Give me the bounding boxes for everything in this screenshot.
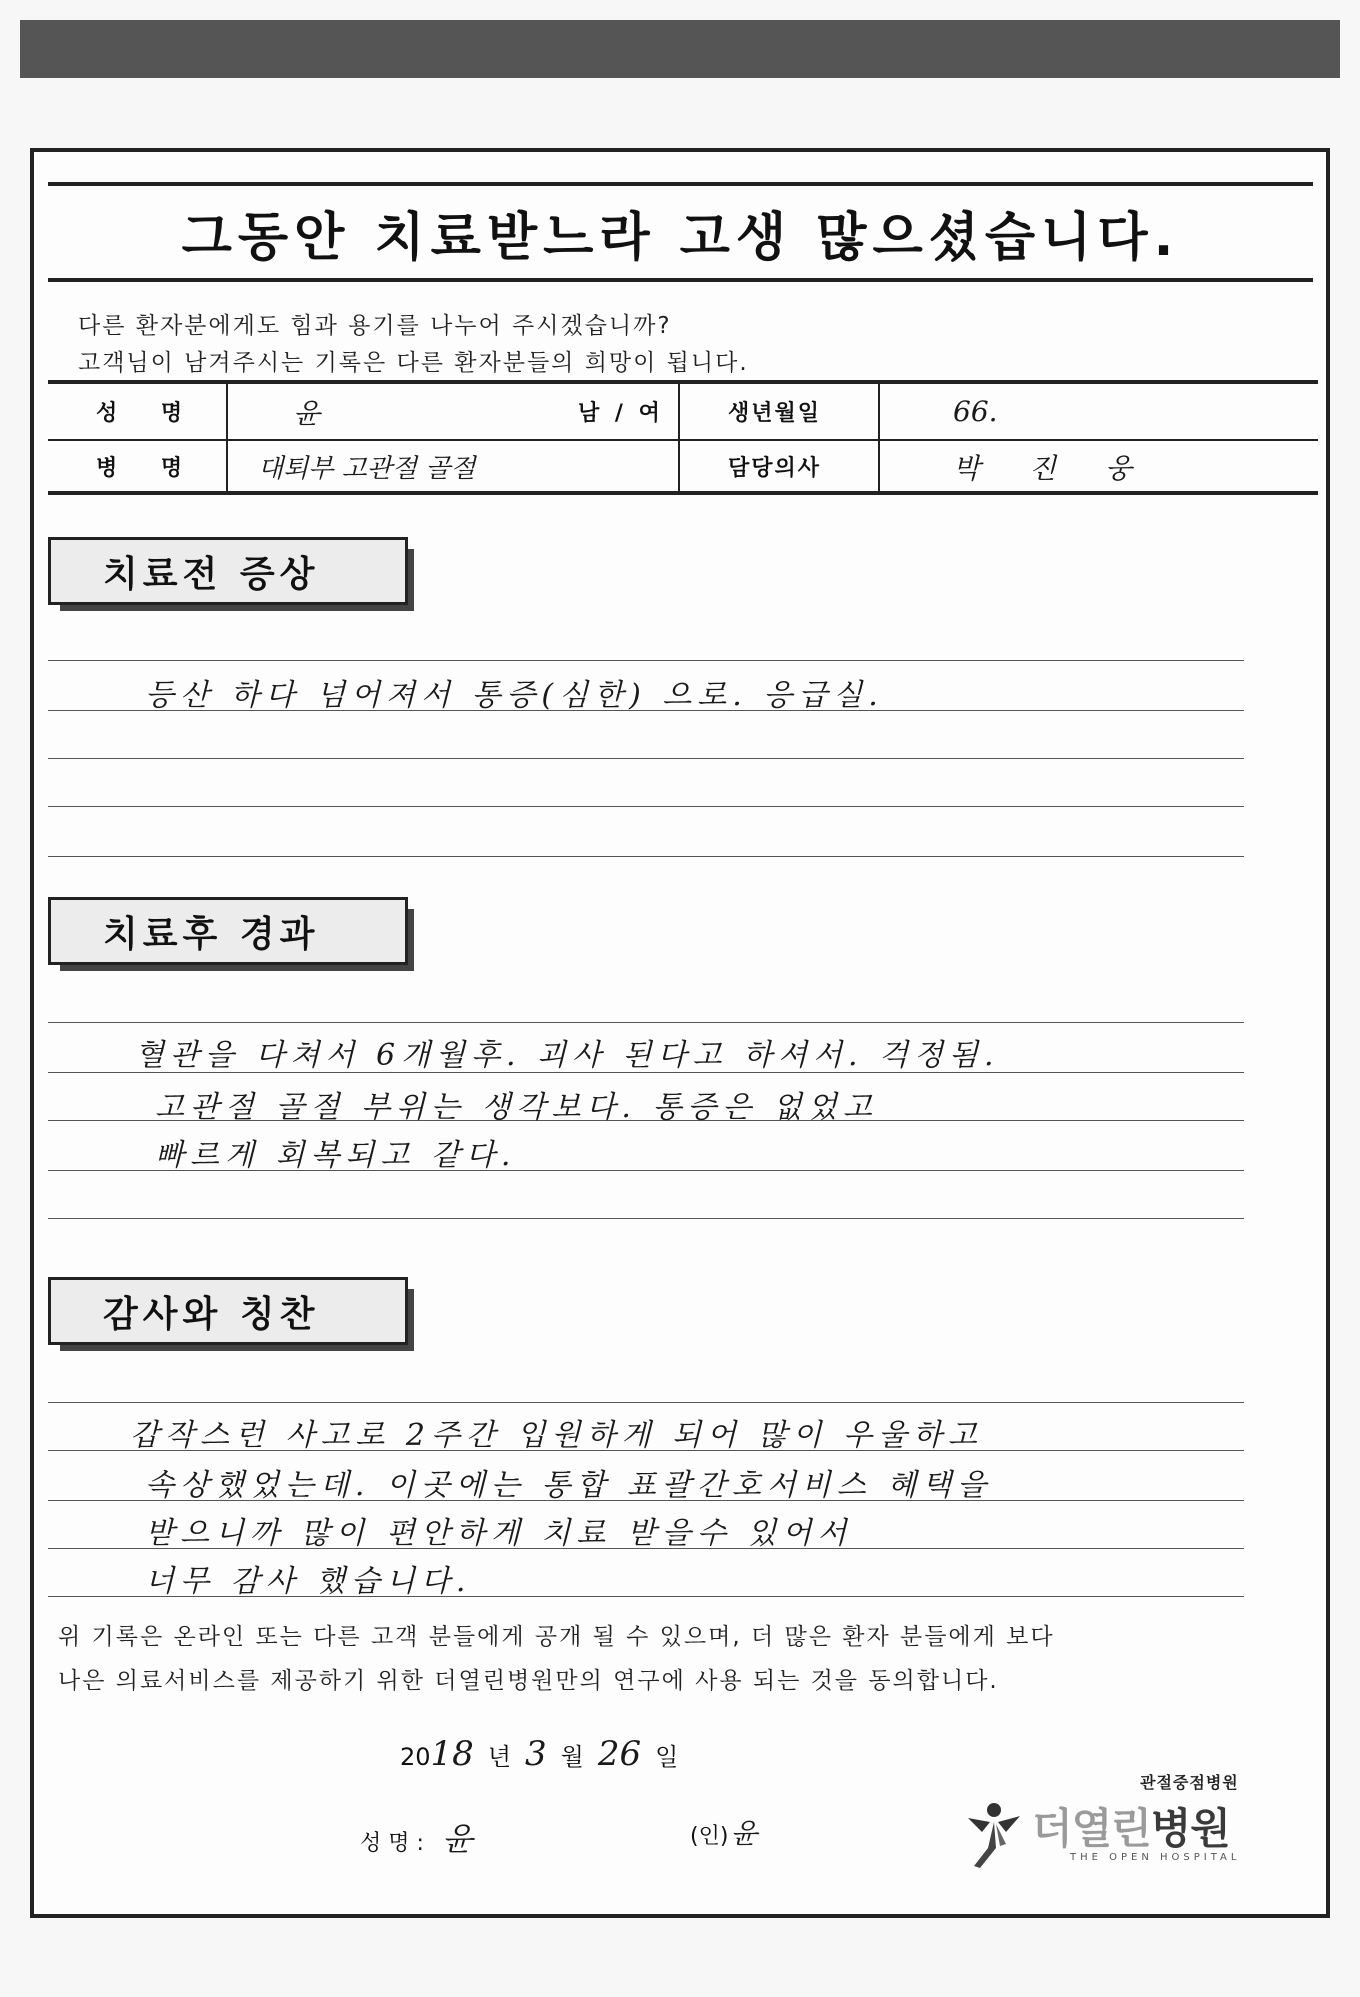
- consent-line-2: 나은 의료서비스를 제공하기 위한 더열린병원만의 연구에 사용 되는 것을 동의합니다.: [58, 1668, 999, 1694]
- month-label: 월: [560, 1743, 584, 1771]
- birth-value: 66.: [953, 395, 998, 428]
- after-treatment-title: 치료후 경과: [103, 913, 320, 955]
- signature-value: 윤: [441, 1820, 473, 1858]
- year-label: 년: [487, 1743, 511, 1771]
- writing-line: [48, 1022, 1244, 1023]
- table-divider: [678, 384, 680, 491]
- name-label: 성 명: [96, 401, 201, 426]
- thanks-text-line: 너무 감사 했습니다.: [145, 1564, 472, 1599]
- disease-value: 대퇴부 고관절 골절: [258, 454, 476, 484]
- thanks-text-line: 속상했었는데. 이곳에는 통합 표괄간호서비스 혜택을: [145, 1468, 993, 1503]
- info-row-1: [48, 384, 1318, 441]
- writing-line: [48, 856, 1244, 857]
- date-row: [400, 1734, 678, 1774]
- thanks-text-line: 받으니까 많이 편안하게 치료 받을수 있어서: [145, 1516, 853, 1551]
- thanks-heading: [48, 1277, 408, 1345]
- thanks-title: 감사와 칭찬: [103, 1293, 320, 1335]
- logo-english: THE OPEN HOSPITAL: [1070, 1852, 1241, 1863]
- after-text-line: 빠르게 회복되고 같다.: [155, 1138, 517, 1173]
- writing-line: [48, 1402, 1244, 1403]
- writing-line: [48, 758, 1244, 759]
- month-value: 3: [525, 1734, 547, 1774]
- intro-line-2: 고객님이 남겨주시는 기록은 다른 환자분들의 희망이 됩니다.: [78, 350, 749, 376]
- disease-label: 병 명: [96, 456, 201, 481]
- birth-label: 생년월일: [728, 401, 822, 426]
- after-treatment-heading: [48, 897, 408, 965]
- patient-info-table: [48, 380, 1318, 495]
- day-label: 일: [655, 1743, 679, 1771]
- info-row-2: [48, 439, 1318, 494]
- writing-line: [48, 1218, 1244, 1219]
- writing-line: [48, 660, 1244, 661]
- before-treatment-heading: [48, 537, 408, 605]
- logo-subtitle: 관절중점병원: [1140, 1773, 1239, 1792]
- year-suffix: 18: [430, 1734, 474, 1774]
- gender-label: 남 / 여: [578, 401, 664, 426]
- logo-name: 더열린병원: [1032, 1804, 1230, 1853]
- year-prefix: 2018: [400, 1734, 474, 1774]
- hospital-emblem-icon: [960, 1792, 1030, 1872]
- title-box: [48, 182, 1313, 282]
- after-text-line: 혈관을 다쳐서 6개월후. 괴사 된다고 하셔서. 걱정됨.: [135, 1038, 1000, 1073]
- writing-line: [48, 806, 1244, 807]
- table-divider: [226, 384, 228, 491]
- thanks-text-line: 갑작스런 사고로 2주간 입원하게 되어 많이 우울하고: [130, 1418, 983, 1453]
- form-title: 그동안 치료받느라 고생 많으셨습니다.: [181, 207, 1180, 268]
- doctor-label: 담당의사: [728, 456, 822, 481]
- signature-row: [360, 1814, 473, 1860]
- seal-row: [690, 1812, 757, 1852]
- signature-label: 성 명 :: [360, 1831, 424, 1856]
- day-value: 26: [597, 1734, 642, 1774]
- hospital-logo: [960, 1770, 1260, 1880]
- table-divider: [878, 384, 880, 491]
- intro-line-1: 다른 환자분에게도 힘과 용기를 나누어 주시겠습니까?: [78, 313, 672, 339]
- seal-label: (인): [690, 1824, 729, 1849]
- doctor-value: 박 진 웅: [953, 451, 1152, 485]
- before-treatment-title: 치료전 증상: [103, 553, 320, 595]
- scan-top-bar: [20, 20, 1340, 78]
- name-value: 윤: [293, 396, 321, 430]
- after-text-line: 고관절 골절 부위는 생각보다. 통증은 없었고: [155, 1090, 878, 1125]
- seal-value: 윤: [730, 1817, 758, 1850]
- before-text-line: 등산 하다 넘어져서 통증(심한) 으로. 응급실.: [145, 678, 884, 713]
- consent-line-1: 위 기록은 온라인 또는 다른 고객 분들에게 공개 될 수 있으며, 더 많은 환자 분들에게 보다: [58, 1624, 1055, 1650]
